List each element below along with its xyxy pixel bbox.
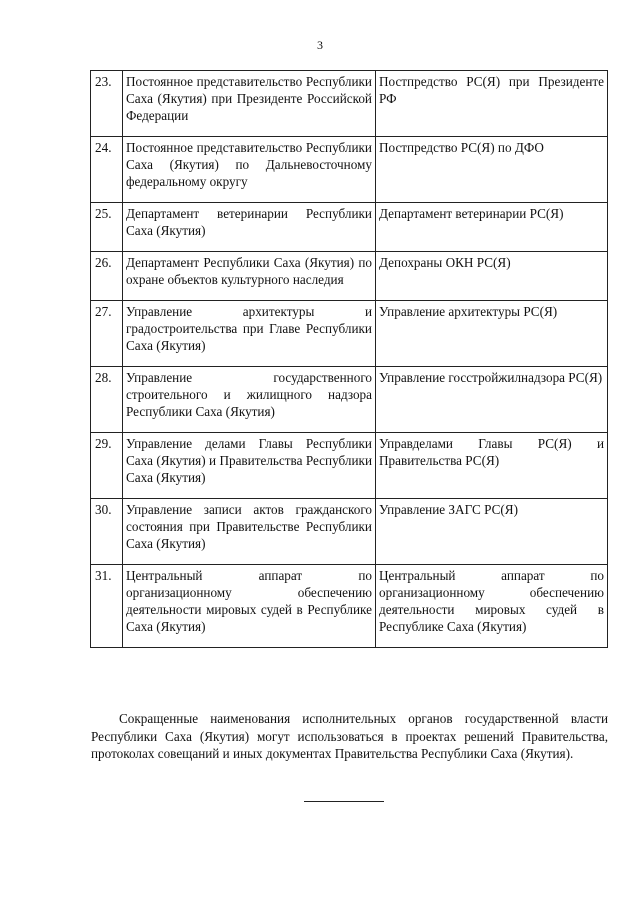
table-row: [91, 433, 608, 499]
short-name-cell: Департамент ветеринарии РС(Я): [376, 203, 608, 252]
row-number: 27.: [91, 301, 123, 367]
row-number: 31.: [91, 565, 123, 648]
row-number: 30.: [91, 499, 123, 565]
short-name-cell: Постпредство РС(Я) по ДФО: [376, 137, 608, 203]
table-row: [91, 252, 608, 301]
organizations-table: [90, 70, 608, 648]
short-name-cell: Постпредство РС(Я) при Президенте РФ: [376, 71, 608, 137]
row-number: 29.: [91, 433, 123, 499]
short-name-cell: Управление госстройжилнадзора РС(Я): [376, 367, 608, 433]
row-number: 28.: [91, 367, 123, 433]
short-name-cell: Депохраны ОКН РС(Я): [376, 252, 608, 301]
short-name-cell: Управление ЗАГС РС(Я): [376, 499, 608, 565]
table-row: [91, 203, 608, 252]
table-body: [91, 71, 608, 648]
table-row: [91, 565, 608, 648]
short-name-cell: Управление архитектуры РС(Я): [376, 301, 608, 367]
full-name-cell: Управление архитектуры и градостроительства при Главе Республики Саха (Якутия): [123, 301, 376, 367]
closing-paragraph: Сокращенные наименования исполнительных органов государственной власти Республики Саха (Якутия) могут использоваться в проектах решений Правительства, протоколах совещаний и иных документах Правительства Республики Саха (Якутия).: [91, 711, 608, 761]
row-number: 25.: [91, 203, 123, 252]
table-row: [91, 137, 608, 203]
table-row: [91, 71, 608, 137]
full-name-cell: Управление государственного строительного и жилищного надзора Республики Саха (Якутия): [123, 367, 376, 433]
table-row: [91, 367, 608, 433]
full-name-cell: Департамент Республики Саха (Якутия) по охране объектов культурного наследия: [123, 252, 376, 301]
full-name-cell: Центральный аппарат по организационному обеспечению деятельности мировых судей в Республике Саха (Якутия): [123, 565, 376, 648]
table-row: [91, 499, 608, 565]
full-name-cell: Постоянное представительство Республики Саха (Якутия) по Дальневосточному федеральному округу: [123, 137, 376, 203]
page-number: 3: [317, 38, 323, 52]
full-name-cell: Департамент ветеринарии Республики Саха (Якутия): [123, 203, 376, 252]
short-name-cell: Управделами Главы РС(Я) и Правительства РС(Я): [376, 433, 608, 499]
row-number: 23.: [91, 71, 123, 137]
full-name-cell: Постоянное представительство Республики Саха (Якутия) при Президенте Российской Федерации: [123, 71, 376, 137]
short-name-cell: Центральный аппарат по организационному обеспечению деятельности мировых судей в Республике Саха (Якутия): [376, 565, 608, 648]
table-row: [91, 301, 608, 367]
row-number: 24.: [91, 137, 123, 203]
full-name-cell: Управление записи актов гражданского состояния при Правительстве Республики Саха (Якутия): [123, 499, 376, 565]
row-number: 26.: [91, 252, 123, 301]
separator-line: [304, 801, 384, 802]
full-name-cell: Управление делами Главы Республики Саха (Якутия) и Правительства Республики Саха (Якутия): [123, 433, 376, 499]
